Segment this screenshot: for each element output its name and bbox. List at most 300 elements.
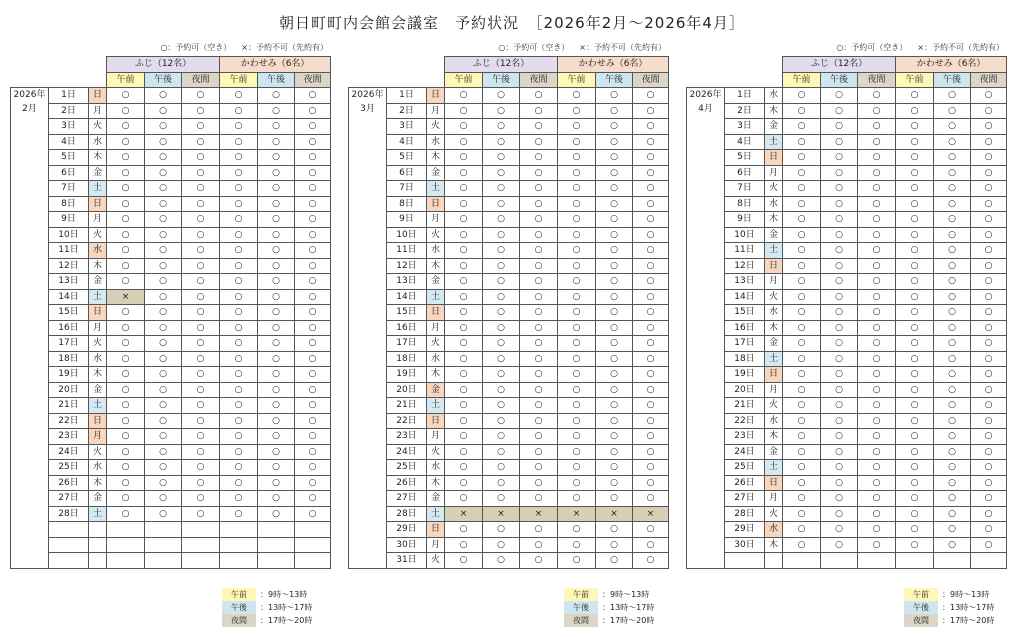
slot-available: ○: [520, 413, 558, 429]
day-cell: 10日: [725, 227, 765, 243]
slot-available: ○: [633, 413, 669, 429]
slot-available: ○: [783, 382, 821, 398]
slot-available: ○: [558, 134, 596, 150]
weekday-cell: 火: [765, 398, 783, 414]
day-cell: 22日: [49, 413, 89, 429]
slot-available: ○: [596, 475, 633, 491]
table-row: [687, 196, 1007, 212]
table-row: [11, 274, 331, 290]
weekday-cell: 金: [427, 165, 445, 181]
day-cell: 19日: [725, 367, 765, 383]
empty-cell: [49, 553, 89, 569]
time-legend-row: [222, 601, 312, 614]
empty-cell: [295, 553, 331, 569]
slot-available: ○: [258, 258, 295, 274]
slot-available: ○: [483, 134, 520, 150]
weekday-cell: 木: [89, 367, 107, 383]
table-row: [687, 553, 1007, 569]
slot-available: ○: [483, 150, 520, 166]
slot-available: ○: [596, 398, 633, 414]
slot-available: ○: [596, 553, 633, 569]
day-cell: 12日: [387, 258, 427, 274]
slot-available: ○: [858, 274, 896, 290]
slot-available: ○: [896, 537, 934, 553]
slot-available: ○: [821, 522, 858, 538]
room-header-fuji: ふじ（12名）: [107, 57, 220, 73]
slot-available: ○: [445, 243, 483, 259]
slot-available: ○: [258, 88, 295, 104]
time-legend-value: ：17時～20時: [260, 616, 313, 625]
weekday-cell: 火: [89, 444, 107, 460]
slot-available: ○: [558, 305, 596, 321]
day-cell: 18日: [387, 351, 427, 367]
time-legend-row: [904, 601, 994, 614]
slot-available: ○: [520, 491, 558, 507]
slot-available: ○: [107, 351, 145, 367]
slot-available: ○: [934, 429, 971, 445]
table-row: [687, 429, 1007, 445]
table-row: [349, 150, 669, 166]
slot-available: ○: [558, 150, 596, 166]
slot-available: ○: [934, 320, 971, 336]
slot-available: ○: [971, 320, 1007, 336]
slot-available: ○: [596, 537, 633, 553]
slot-available: ○: [896, 274, 934, 290]
slot-available: ○: [633, 320, 669, 336]
slot-available: ○: [295, 491, 331, 507]
slot-available: ○: [520, 181, 558, 197]
slot-header: 午前: [220, 72, 258, 88]
slot-available: ○: [633, 258, 669, 274]
slot-unavailable: ×: [596, 506, 633, 522]
slot-available: ○: [220, 181, 258, 197]
slot-available: ○: [483, 181, 520, 197]
empty-cell: [258, 553, 295, 569]
weekday-cell: 火: [427, 119, 445, 135]
slot-available: ○: [295, 382, 331, 398]
slot-available: ○: [220, 243, 258, 259]
slot-available: ○: [295, 119, 331, 135]
day-cell: 27日: [49, 491, 89, 507]
weekday-cell: 木: [765, 212, 783, 228]
time-legend-value: ：13時～17時: [260, 603, 313, 612]
slot-available: ○: [107, 181, 145, 197]
slot-available: ○: [821, 537, 858, 553]
day-cell: 10日: [49, 227, 89, 243]
table-row: [687, 460, 1007, 476]
slot-available: ○: [558, 367, 596, 383]
weekday-cell: 金: [89, 274, 107, 290]
slot-available: ○: [145, 212, 182, 228]
slot-available: ○: [107, 88, 145, 104]
slot-available: ○: [596, 119, 633, 135]
slot-available: ○: [445, 181, 483, 197]
slot-available: ○: [483, 305, 520, 321]
slot-available: ○: [182, 258, 220, 274]
slot-unavailable: ×: [483, 506, 520, 522]
slot-available: ○: [858, 367, 896, 383]
slot-available: ○: [145, 506, 182, 522]
slot-header: 午後: [258, 72, 295, 88]
day-cell: 9日: [49, 212, 89, 228]
slot-available: ○: [220, 444, 258, 460]
slot-available: ○: [258, 305, 295, 321]
table-row: [11, 305, 331, 321]
table-row: [349, 258, 669, 274]
slot-available: ○: [558, 258, 596, 274]
availability-legend: [686, 42, 1006, 56]
time-legend-row: [904, 588, 994, 601]
slot-available: ○: [633, 196, 669, 212]
slot-available: ○: [821, 475, 858, 491]
slot-available: ○: [558, 491, 596, 507]
slot-available: ○: [934, 243, 971, 259]
time-legend-row: [564, 614, 654, 627]
slot-available: ○: [783, 491, 821, 507]
day-cell: 15日: [49, 305, 89, 321]
slot-available: ○: [596, 336, 633, 352]
slot-available: ○: [633, 351, 669, 367]
room-header-kawasemi: かわせみ（6名）: [896, 57, 1007, 73]
slot-available: ○: [483, 398, 520, 414]
slot-available: ○: [182, 398, 220, 414]
slot-available: ○: [145, 320, 182, 336]
slot-available: ○: [182, 460, 220, 476]
weekday-cell: 月: [89, 103, 107, 119]
slot-available: ○: [858, 382, 896, 398]
slot-available: ○: [596, 351, 633, 367]
slot-available: ○: [220, 429, 258, 445]
empty-cell: [896, 553, 934, 569]
slot-unavailable: ×: [633, 506, 669, 522]
slot-available: ○: [483, 475, 520, 491]
slot-available: ○: [145, 413, 182, 429]
day-cell: 12日: [725, 258, 765, 274]
slot-available: ○: [821, 491, 858, 507]
day-cell: 23日: [725, 429, 765, 445]
slot-available: ○: [295, 351, 331, 367]
slot-available: ○: [783, 181, 821, 197]
weekday-cell: 火: [427, 336, 445, 352]
day-cell: 7日: [725, 181, 765, 197]
slot-available: ○: [934, 165, 971, 181]
slot-available: ○: [182, 351, 220, 367]
slot-available: ○: [896, 305, 934, 321]
day-cell: 9日: [725, 212, 765, 228]
slot-available: ○: [858, 491, 896, 507]
weekday-cell: 水: [765, 305, 783, 321]
time-legend-value: ：17時～20時: [602, 616, 655, 625]
weekday-cell: 木: [427, 367, 445, 383]
empty-cell: [783, 553, 821, 569]
day-cell: 1日: [49, 88, 89, 104]
slot-available: ○: [821, 336, 858, 352]
table-row: [349, 274, 669, 290]
slot-available: ○: [145, 336, 182, 352]
slot-available: ○: [258, 181, 295, 197]
slot-available: ○: [295, 134, 331, 150]
table-row: [11, 103, 331, 119]
slot-available: ○: [633, 460, 669, 476]
slot-available: ○: [633, 537, 669, 553]
slot-available: ○: [295, 274, 331, 290]
calendar-panel-february: [10, 42, 330, 569]
weekday-cell: 土: [427, 506, 445, 522]
day-cell: 24日: [49, 444, 89, 460]
slot-available: ○: [145, 88, 182, 104]
weekday-cell: 水: [89, 460, 107, 476]
slot-available: ○: [821, 258, 858, 274]
table-row: [349, 398, 669, 414]
slot-available: ○: [107, 398, 145, 414]
weekday-cell: 日: [427, 413, 445, 429]
slot-available: ○: [295, 444, 331, 460]
weekday-cell: 火: [765, 506, 783, 522]
slot-available: ○: [633, 103, 669, 119]
slot-available: ○: [107, 460, 145, 476]
slot-available: ○: [520, 258, 558, 274]
legend-available: ○：予約可（空き）: [498, 43, 570, 52]
slot-available: ○: [182, 119, 220, 135]
table-row: [11, 398, 331, 414]
slot-unavailable: ×: [558, 506, 596, 522]
day-cell: 8日: [387, 196, 427, 212]
slot-available: ○: [821, 88, 858, 104]
slot-available: ○: [220, 258, 258, 274]
slot-available: ○: [483, 212, 520, 228]
slot-available: ○: [145, 351, 182, 367]
weekday-cell: 木: [89, 475, 107, 491]
slot-available: ○: [220, 382, 258, 398]
empty-cell: [49, 522, 89, 538]
slot-available: ○: [558, 196, 596, 212]
table-row: [349, 181, 669, 197]
slot-available: ○: [145, 196, 182, 212]
slot-available: ○: [182, 196, 220, 212]
slot-available: ○: [858, 537, 896, 553]
slot-available: ○: [896, 351, 934, 367]
slot-available: ○: [483, 429, 520, 445]
slot-available: ○: [783, 444, 821, 460]
slot-available: ○: [896, 444, 934, 460]
slot-available: ○: [558, 243, 596, 259]
table-row: [687, 181, 1007, 197]
slot-available: ○: [145, 274, 182, 290]
slot-available: ○: [971, 336, 1007, 352]
slot-available: ○: [633, 429, 669, 445]
day-cell: 3日: [49, 119, 89, 135]
slot-available: ○: [520, 196, 558, 212]
day-cell: 22日: [387, 413, 427, 429]
day-cell: 15日: [387, 305, 427, 321]
table-row: [687, 134, 1007, 150]
slot-available: ○: [445, 103, 483, 119]
table-row: [349, 367, 669, 383]
empty-cell: [258, 522, 295, 538]
slot-available: ○: [295, 212, 331, 228]
slot-available: ○: [145, 150, 182, 166]
slot-available: ○: [295, 398, 331, 414]
slot-available: ○: [596, 289, 633, 305]
slot-available: ○: [483, 258, 520, 274]
day-cell: 13日: [387, 274, 427, 290]
time-legend-value: ：9時～13時: [602, 590, 650, 599]
empty-cell: [971, 553, 1007, 569]
day-cell: 16日: [387, 320, 427, 336]
slot-available: ○: [783, 258, 821, 274]
slot-available: ○: [934, 413, 971, 429]
slot-available: ○: [145, 227, 182, 243]
slot-available: ○: [783, 150, 821, 166]
day-cell: 3日: [387, 119, 427, 135]
empty-cell: [49, 537, 89, 553]
slot-header: 午後: [145, 72, 182, 88]
slot-available: ○: [295, 88, 331, 104]
slot-available: ○: [558, 88, 596, 104]
slot-available: ○: [971, 475, 1007, 491]
slot-available: ○: [107, 258, 145, 274]
slot-available: ○: [445, 134, 483, 150]
weekday-cell: 金: [427, 274, 445, 290]
slot-available: ○: [145, 103, 182, 119]
weekday-cell: 金: [765, 119, 783, 135]
slot-available: ○: [821, 382, 858, 398]
empty-cell: [725, 553, 765, 569]
slot-available: ○: [858, 258, 896, 274]
page-title: 朝日町町内会館会議室 予約状況 ［2026年2月～2026年4月］: [279, 14, 745, 32]
slot-available: ○: [633, 475, 669, 491]
slot-available: ○: [821, 367, 858, 383]
empty-cell: [220, 537, 258, 553]
slot-available: ○: [445, 553, 483, 569]
slot-available: ○: [934, 150, 971, 166]
day-cell: 16日: [725, 320, 765, 336]
slot-available: ○: [858, 429, 896, 445]
table-row: [11, 429, 331, 445]
slot-available: ○: [220, 88, 258, 104]
slot-available: ○: [520, 227, 558, 243]
table-row: [349, 444, 669, 460]
slot-available: ○: [896, 150, 934, 166]
day-cell: 15日: [725, 305, 765, 321]
slot-available: ○: [445, 320, 483, 336]
slot-available: ○: [295, 243, 331, 259]
weekday-cell: 月: [427, 429, 445, 445]
slot-available: ○: [633, 243, 669, 259]
slot-header: 午前: [558, 72, 596, 88]
day-cell: 18日: [49, 351, 89, 367]
slot-available: ○: [558, 320, 596, 336]
table-row: [687, 289, 1007, 305]
day-cell: 22日: [725, 413, 765, 429]
slot-available: ○: [783, 103, 821, 119]
legend-available: ○：予約可（空き）: [836, 43, 908, 52]
slot-available: ○: [558, 351, 596, 367]
slot-available: ○: [971, 134, 1007, 150]
day-cell: 7日: [387, 181, 427, 197]
slot-available: ○: [445, 258, 483, 274]
slot-header: 午後: [596, 72, 633, 88]
slot-available: ○: [934, 491, 971, 507]
slot-available: ○: [182, 212, 220, 228]
slot-available: ○: [971, 196, 1007, 212]
slot-available: ○: [220, 336, 258, 352]
slot-available: ○: [896, 506, 934, 522]
slot-available: ○: [258, 351, 295, 367]
slot-header: 午前: [445, 72, 483, 88]
slot-available: ○: [783, 398, 821, 414]
slot-available: ○: [934, 119, 971, 135]
slot-header: 夜間: [633, 72, 669, 88]
table-row: [11, 119, 331, 135]
day-cell: 4日: [387, 134, 427, 150]
slot-available: ○: [858, 320, 896, 336]
slot-available: ○: [596, 522, 633, 538]
slot-available: ○: [934, 289, 971, 305]
table-row: [349, 413, 669, 429]
slot-available: ○: [295, 367, 331, 383]
weekday-cell: 水: [89, 243, 107, 259]
slot-available: ○: [258, 289, 295, 305]
table-row: [687, 491, 1007, 507]
weekday-cell: 火: [765, 181, 783, 197]
table-row: [687, 537, 1007, 553]
slot-available: ○: [934, 475, 971, 491]
weekday-cell: 金: [765, 444, 783, 460]
slot-available: ○: [858, 351, 896, 367]
day-cell: 21日: [49, 398, 89, 414]
day-cell: 3日: [725, 119, 765, 135]
day-cell: 18日: [725, 351, 765, 367]
empty-cell: [107, 522, 145, 538]
slot-available: ○: [858, 305, 896, 321]
day-cell: 29日: [387, 522, 427, 538]
slot-available: ○: [971, 537, 1007, 553]
slot-available: ○: [145, 429, 182, 445]
slot-available: ○: [258, 196, 295, 212]
weekday-cell: 日: [427, 196, 445, 212]
table-row: [349, 506, 669, 522]
slot-available: ○: [783, 196, 821, 212]
slot-available: ○: [107, 429, 145, 445]
slot-available: ○: [520, 475, 558, 491]
table-row: [687, 382, 1007, 398]
table-row: [11, 460, 331, 476]
slot-header: 午前: [107, 72, 145, 88]
weekday-cell: 火: [427, 227, 445, 243]
day-cell: 8日: [725, 196, 765, 212]
slot-available: ○: [145, 382, 182, 398]
slot-available: ○: [483, 382, 520, 398]
slot-available: ○: [783, 367, 821, 383]
slot-available: ○: [220, 165, 258, 181]
slot-available: ○: [633, 553, 669, 569]
slot-available: ○: [295, 320, 331, 336]
slot-available: ○: [821, 398, 858, 414]
table-row: [11, 134, 331, 150]
day-cell: 1日: [387, 88, 427, 104]
day-cell: 5日: [725, 150, 765, 166]
weekday-cell: 日: [427, 522, 445, 538]
month-name: 4月: [698, 104, 713, 114]
slot-unavailable: ×: [445, 506, 483, 522]
slot-available: ○: [107, 243, 145, 259]
calendar-panel-march: [348, 42, 668, 569]
slot-available: ○: [934, 103, 971, 119]
month-label: [687, 88, 725, 569]
table-row: [687, 227, 1007, 243]
time-legend-value: ：9時～13時: [942, 590, 990, 599]
